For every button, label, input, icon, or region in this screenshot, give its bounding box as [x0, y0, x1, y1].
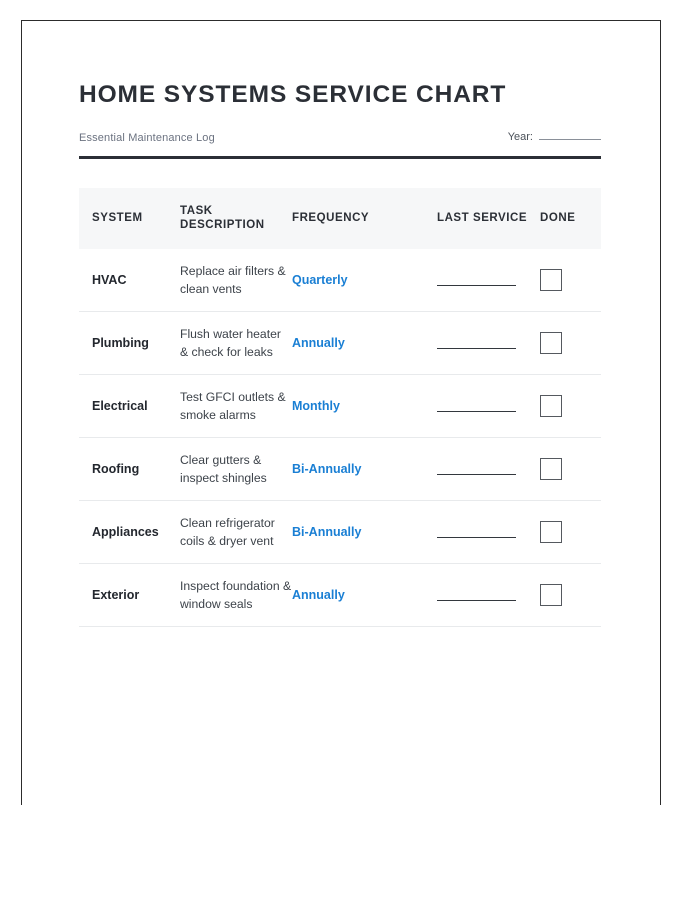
task-description-text: Clear gutters & inspect shingles [180, 452, 267, 485]
page-subtitle: Essential Maintenance Log [79, 131, 215, 144]
header-divider-rule [79, 156, 601, 159]
cell-system [79, 437, 180, 500]
cell-task-description [180, 500, 292, 563]
cell-last-service[interactable] [437, 374, 540, 437]
done-checkbox[interactable] [540, 458, 562, 480]
frequency-value: Quarterly [292, 272, 348, 287]
cell-system [79, 311, 180, 374]
column-header-system: SYSTEM [92, 212, 143, 225]
frequency-value: Annually [292, 335, 345, 350]
cell-done[interactable] [540, 374, 601, 437]
cell-system [79, 374, 180, 437]
cell-task-description [180, 249, 292, 312]
system-name: Exterior [92, 587, 140, 602]
cell-frequency [292, 311, 437, 374]
table-row [79, 563, 601, 626]
cell-done[interactable] [540, 563, 601, 626]
last-service-blank[interactable] [437, 463, 516, 475]
system-name: Appliances [92, 524, 159, 539]
cell-done[interactable] [540, 500, 601, 563]
table-row [79, 249, 601, 312]
column-header-frequency: FREQUENCY [292, 212, 370, 225]
last-service-blank[interactable] [437, 274, 516, 286]
task-description-text: Clean refrigerator coils & dryer vent [180, 515, 275, 548]
cell-last-service[interactable] [437, 563, 540, 626]
system-name: Plumbing [92, 335, 149, 350]
system-name: HVAC [92, 272, 127, 287]
year-input-blank[interactable] [539, 129, 601, 140]
service-chart-table [79, 188, 601, 627]
task-description-text: Flush water heater & check for leaks [180, 326, 281, 359]
cell-task-description [180, 563, 292, 626]
task-description-text: Replace air filters & clean vents [180, 263, 286, 296]
last-service-blank[interactable] [437, 337, 516, 349]
system-name: Electrical [92, 398, 148, 413]
cell-system [79, 500, 180, 563]
frequency-value: Annually [292, 587, 345, 602]
table-header-row [79, 188, 601, 249]
task-description-text: Test GFCI outlets & smoke alarms [180, 389, 286, 422]
table-header [79, 188, 601, 249]
cell-task-description [180, 374, 292, 437]
last-service-blank[interactable] [437, 589, 516, 601]
table-row [79, 437, 601, 500]
last-service-blank[interactable] [437, 526, 516, 538]
done-checkbox[interactable] [540, 395, 562, 417]
cell-last-service[interactable] [437, 311, 540, 374]
page-title: HOME SYSTEMS SERVICE CHART [79, 81, 507, 108]
header-meta-row [79, 129, 601, 145]
system-name: Roofing [92, 461, 140, 476]
column-header-done: DONE [540, 212, 576, 225]
cell-last-service[interactable] [437, 500, 540, 563]
table-row [79, 311, 601, 374]
year-label: Year: [507, 130, 533, 143]
table-row [79, 500, 601, 563]
cell-frequency [292, 374, 437, 437]
cell-last-service[interactable] [437, 437, 540, 500]
cell-system [79, 563, 180, 626]
cell-task-description [180, 437, 292, 500]
cell-frequency [292, 500, 437, 563]
page-content [79, 0, 601, 627]
frequency-value: Monthly [292, 398, 340, 413]
table-row [79, 374, 601, 437]
cell-system [79, 249, 180, 312]
cell-frequency [292, 249, 437, 312]
cell-done[interactable] [540, 437, 601, 500]
cell-frequency [292, 437, 437, 500]
year-field[interactable] [508, 129, 601, 145]
done-checkbox[interactable] [540, 584, 562, 606]
cell-frequency [292, 563, 437, 626]
done-checkbox[interactable] [540, 332, 562, 354]
done-checkbox[interactable] [540, 269, 562, 291]
done-checkbox[interactable] [540, 521, 562, 543]
cell-task-description [180, 311, 292, 374]
table-body [79, 249, 601, 627]
cell-done[interactable] [540, 249, 601, 312]
cell-last-service[interactable] [437, 249, 540, 312]
frequency-value: Bi-Annually [292, 461, 362, 476]
column-header-last-service: LAST SERVICE [437, 212, 528, 225]
column-header-task: TASK DESCRIPTION [180, 204, 265, 232]
task-description-text: Inspect foundation & window seals [180, 578, 292, 611]
cell-done[interactable] [540, 311, 601, 374]
frequency-value: Bi-Annually [292, 524, 362, 539]
last-service-blank[interactable] [437, 400, 516, 412]
